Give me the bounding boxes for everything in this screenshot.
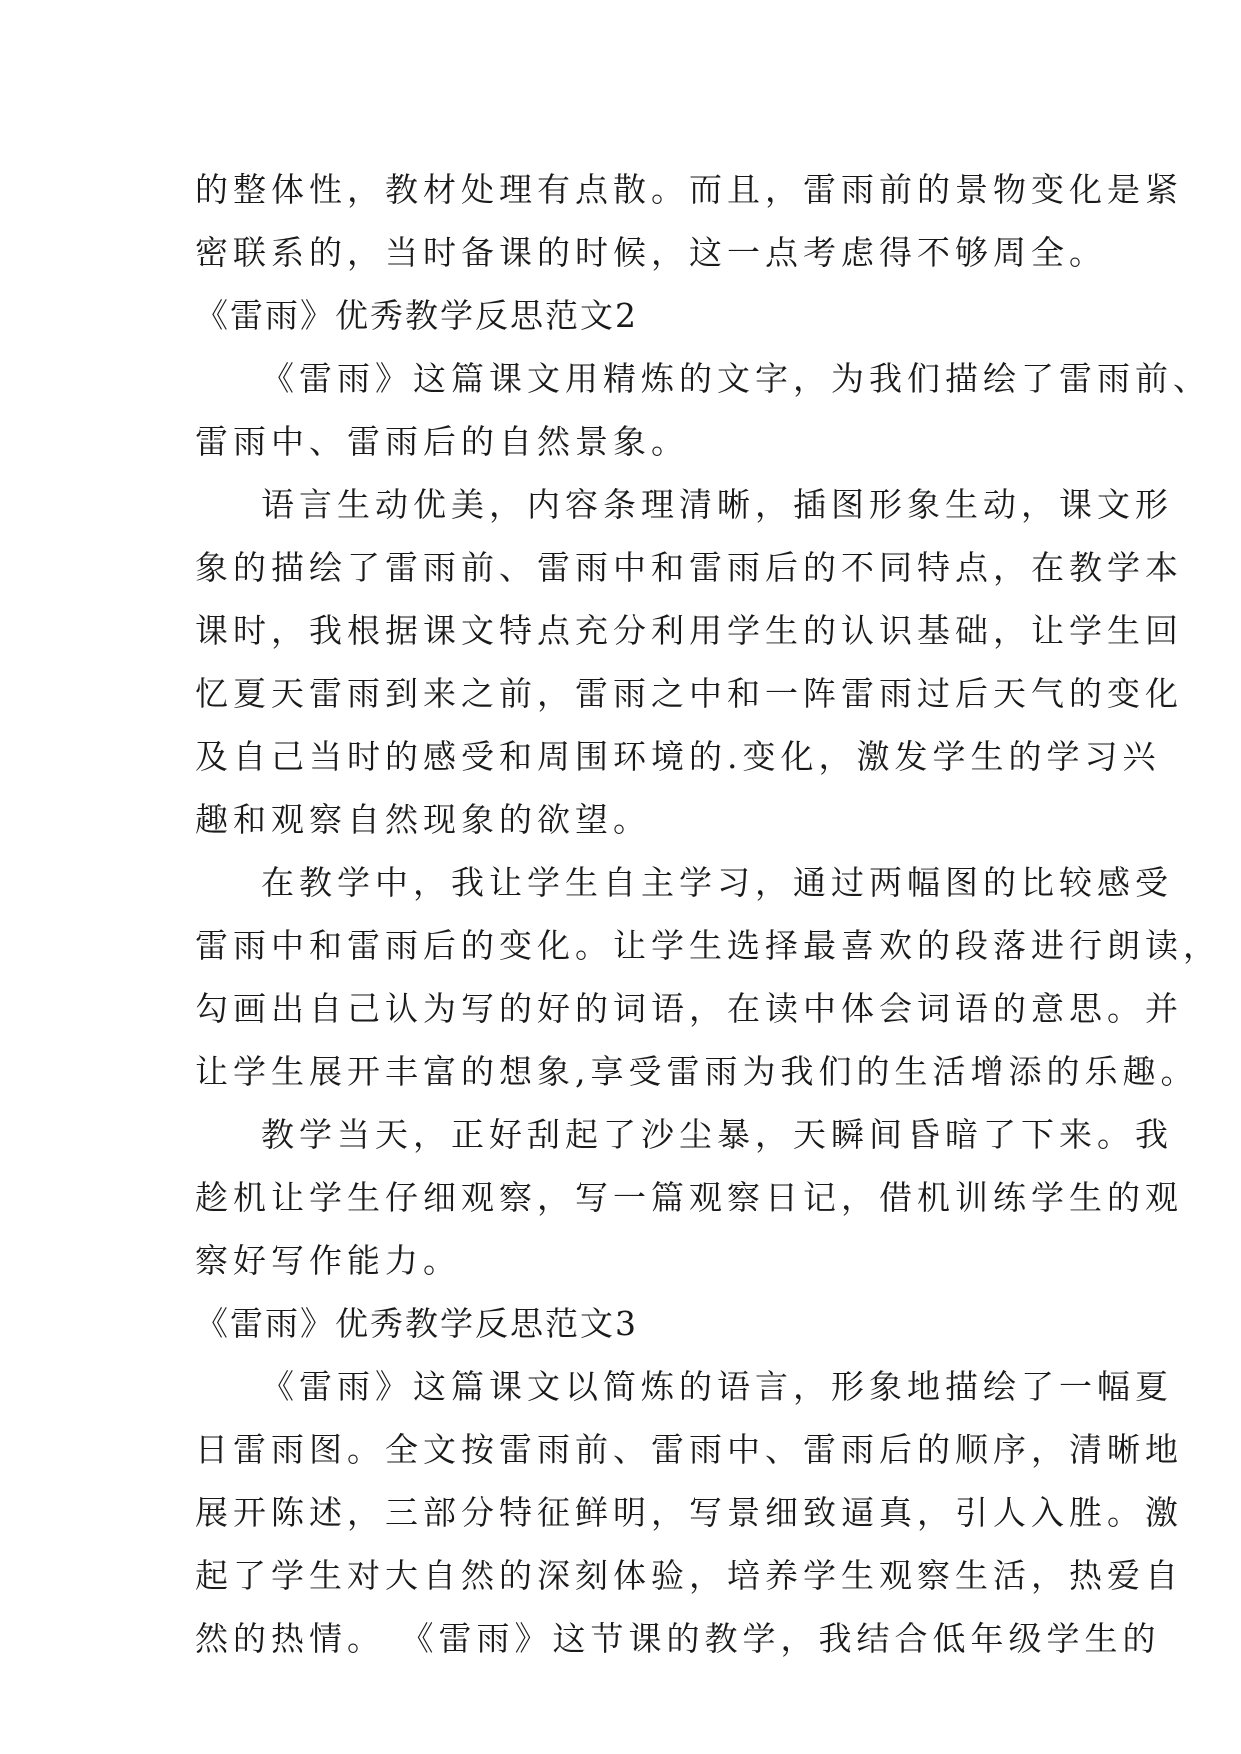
document-body <box>195 158 1221 1670</box>
text-line: 勾画出自己认为写的好的词语，在读中体会词语的意思。并 <box>195 989 1183 1028</box>
text-line: 象的描绘了雷雨前、雷雨中和雷雨后的不同特点，在教学本 <box>195 548 1183 587</box>
paragraph-start-line: 教学当天，正好刮起了沙尘暴，天瞬间昏暗了下来。我 <box>261 1115 1173 1154</box>
paragraph-start-line: 《雷雨》这篇课文以简炼的语言，形象地描绘了一幅夏 <box>261 1367 1173 1406</box>
section-heading-3: 《雷雨》优秀教学反思范文3 <box>195 1304 638 1343</box>
text-line: 然的热情。 《雷雨》这节课的教学，我结合低年级学生的 <box>195 1619 1161 1658</box>
text-line: 趣和观察自然现象的欲望。 <box>195 800 651 839</box>
text-line: 雷雨中和雷雨后的变化。让学生选择最喜欢的段落进行朗读， <box>195 926 1221 965</box>
text-line: 让学生展开丰富的想象,享受雷雨为我们的生活增添的乐趣。 <box>195 1052 1199 1091</box>
text-line: 察好写作能力。 <box>195 1241 461 1280</box>
text-line: 趁机让学生仔细观察，写一篇观察日记，借机训练学生的观 <box>195 1178 1183 1217</box>
text-line: 展开陈述，三部分特征鲜明，写景细致逼真，引人入胜。激 <box>195 1493 1183 1532</box>
text-line: 密联系的，当时备课的时候，这一点考虑得不够周全。 <box>195 233 1107 272</box>
paragraph-start-line: 在教学中，我让学生自主学习，通过两幅图的比较感受 <box>261 863 1173 902</box>
paragraph-start-line: 《雷雨》这篇课文用精炼的文字，为我们描绘了雷雨前、 <box>261 359 1211 398</box>
text-line: 课时，我根据课文特点充分利用学生的认识基础，让学生回 <box>195 611 1183 650</box>
text-line: 忆夏天雷雨到来之前，雷雨之中和一阵雷雨过后天气的变化 <box>195 674 1183 713</box>
text-line: 日雷雨图。全文按雷雨前、雷雨中、雷雨后的顺序，清晰地 <box>195 1430 1183 1469</box>
paragraph-start-line: 语言生动优美，内容条理清晰，插图形象生动，课文形 <box>261 485 1173 524</box>
text-line: 起了学生对大自然的深刻体验，培养学生观察生活，热爱自 <box>195 1556 1183 1595</box>
text-line: 的整体性，教材处理有点散。而且，雷雨前的景物变化是紧 <box>195 170 1183 209</box>
text-line: 及自己当时的感受和周围环境的.变化，激发学生的学习兴 <box>195 737 1161 776</box>
text-line: 雷雨中、雷雨后的自然景象。 <box>195 422 689 461</box>
section-heading-2: 《雷雨》优秀教学反思范文2 <box>195 296 638 335</box>
